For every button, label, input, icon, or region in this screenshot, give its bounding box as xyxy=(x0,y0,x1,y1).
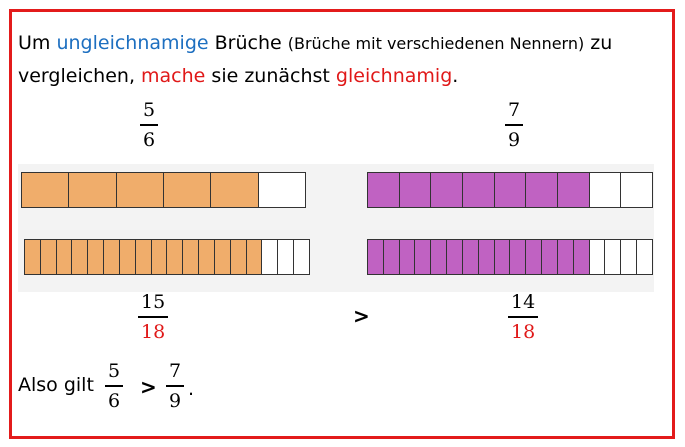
intro-parenthetical: (Brüche mit verschiedenen Nennern) xyxy=(287,34,585,53)
bar-right-eighteenths xyxy=(367,239,653,275)
numerator: 5 xyxy=(108,360,121,382)
fraction-bar xyxy=(166,385,184,387)
numerator: 7 xyxy=(169,360,182,382)
bar-cell-filled xyxy=(164,173,211,207)
bar-cell-empty xyxy=(590,240,606,274)
fraction-bar xyxy=(138,316,168,318)
denominator: 9 xyxy=(508,128,521,151)
bar-cell-empty xyxy=(605,240,621,274)
bar-cell-empty xyxy=(278,240,294,274)
bar-cell-empty xyxy=(259,173,305,207)
denominator: 9 xyxy=(169,389,182,412)
bar-cell-filled xyxy=(558,173,590,207)
bar-cell-filled xyxy=(415,240,431,274)
fraction-conclusion-left xyxy=(105,360,123,412)
numerator: 15 xyxy=(141,291,166,313)
fraction-left-bottom xyxy=(138,291,168,343)
denominator: 18 xyxy=(141,320,166,343)
fraction-conclusion-right xyxy=(166,360,184,412)
bar-cell-filled xyxy=(400,240,416,274)
fraction-bar xyxy=(140,124,158,126)
denominator: 18 xyxy=(511,320,536,343)
intro-text xyxy=(18,27,658,93)
intro-highlight-like: gleichnamig xyxy=(335,65,453,87)
intro-word: sie zunächst xyxy=(211,65,330,87)
bar-cell-filled xyxy=(510,240,526,274)
bar-cell-filled xyxy=(463,240,479,274)
numerator: 14 xyxy=(511,291,536,313)
bar-cell-filled xyxy=(495,240,511,274)
bar-cell-empty xyxy=(262,240,278,274)
bar-cell-filled xyxy=(231,240,247,274)
bar-cell-filled xyxy=(104,240,120,274)
fraction-right-top xyxy=(505,99,523,151)
bar-cell-filled xyxy=(215,240,231,274)
fraction-bar xyxy=(505,124,523,126)
bar-cell-filled xyxy=(400,173,432,207)
intro-word: Um xyxy=(18,32,51,54)
fraction-left-top xyxy=(140,99,158,151)
bar-cell-empty xyxy=(621,173,652,207)
bar-cell-empty xyxy=(294,240,309,274)
fraction-bar xyxy=(105,385,123,387)
intro-word: vergleichen, xyxy=(18,65,135,87)
bar-cell-filled xyxy=(247,240,263,274)
conclusion-label: Also gilt xyxy=(18,374,94,396)
bar-cell-filled xyxy=(117,173,164,207)
bar-cell-empty xyxy=(590,173,622,207)
bar-cell-filled xyxy=(431,240,447,274)
numerator: 5 xyxy=(143,99,156,121)
bar-cell-filled xyxy=(384,240,400,274)
bar-right-ninths xyxy=(367,172,653,208)
bar-cell-empty xyxy=(637,240,652,274)
intro-period: . xyxy=(452,65,459,87)
bar-cell-filled xyxy=(136,240,152,274)
bar-cell-filled xyxy=(368,240,384,274)
intro-word: zu xyxy=(590,32,613,54)
bar-cell-filled xyxy=(431,173,463,207)
bar-cell-filled xyxy=(120,240,136,274)
bar-cell-empty xyxy=(621,240,637,274)
fraction-right-bottom xyxy=(508,291,538,343)
intro-highlight-unlike: ungleichnamige xyxy=(56,32,209,54)
fraction-bar xyxy=(508,316,538,318)
denominator: 6 xyxy=(143,128,156,151)
bar-cell-filled xyxy=(41,240,57,274)
bar-cell-filled xyxy=(152,240,168,274)
conclusion-symbol: > xyxy=(140,375,157,399)
bar-cell-filled xyxy=(183,240,199,274)
intro-word: Brüche xyxy=(214,32,282,54)
bar-cell-filled xyxy=(25,240,41,274)
intro-highlight-make: mache xyxy=(141,65,206,87)
bar-cell-filled xyxy=(88,240,104,274)
content-frame xyxy=(9,9,675,439)
bar-cell-filled xyxy=(542,240,558,274)
bar-cell-filled xyxy=(526,240,542,274)
bar-cell-filled xyxy=(463,173,495,207)
bar-cell-filled xyxy=(72,240,88,274)
comparison-symbol: > xyxy=(353,304,370,328)
bar-cell-filled xyxy=(495,173,527,207)
denominator: 6 xyxy=(108,389,121,412)
bar-cell-filled xyxy=(574,240,590,274)
bar-left-sixths xyxy=(21,172,306,208)
bar-cell-filled xyxy=(526,173,558,207)
bar-cell-filled xyxy=(368,173,400,207)
bar-cell-filled xyxy=(69,173,116,207)
bar-cell-filled xyxy=(199,240,215,274)
bar-cell-filled xyxy=(479,240,495,274)
bar-cell-filled xyxy=(22,173,69,207)
numerator: 7 xyxy=(508,99,521,121)
bar-cell-filled xyxy=(57,240,73,274)
bar-left-eighteenths xyxy=(24,239,310,275)
bar-cell-filled xyxy=(558,240,574,274)
bar-cell-filled xyxy=(167,240,183,274)
conclusion-period: . xyxy=(188,378,195,400)
bar-cell-filled xyxy=(211,173,258,207)
bar-strip xyxy=(18,164,654,292)
bar-cell-filled xyxy=(447,240,463,274)
